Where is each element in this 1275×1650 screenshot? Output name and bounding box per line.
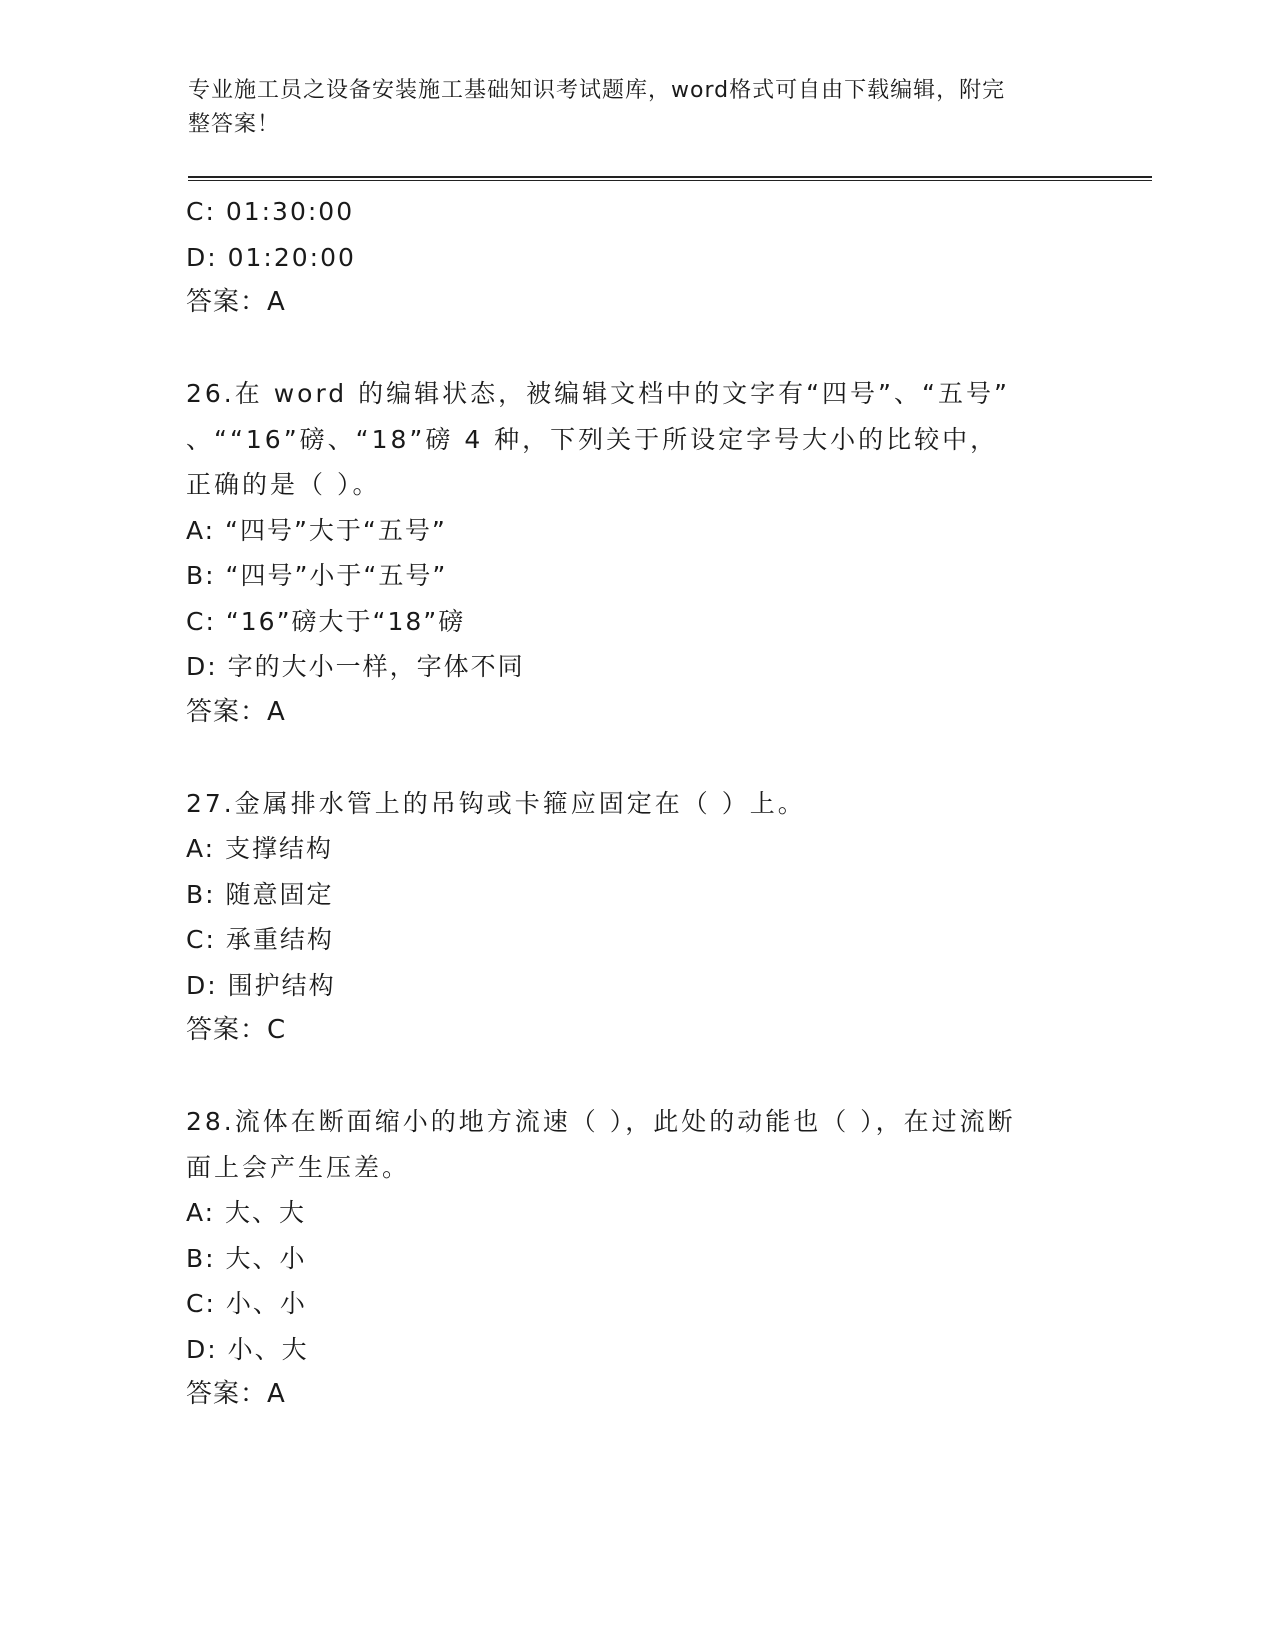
header-line-1: 专业施工员之设备安装施工基础知识考试题库，word格式可自由下载编辑，附完 bbox=[188, 78, 1006, 103]
question-block-25 bbox=[186, 189, 1146, 326]
option-a: A: 支撑结构 bbox=[186, 834, 334, 863]
header-line-2: 整答案！ bbox=[188, 112, 281, 137]
question-list bbox=[186, 189, 1146, 1418]
answer-label: 答案：A bbox=[186, 696, 286, 727]
answer-label: 答案：C bbox=[186, 1015, 287, 1045]
option-d: D: 01:20:00 bbox=[186, 242, 356, 272]
question-text-line: 28.流体在断面缩小的地方流速（ ），此处的动能也（ ），在过流断 bbox=[186, 1107, 1016, 1136]
answer-label: 答案：A bbox=[186, 1379, 286, 1409]
question-block-28 bbox=[186, 1099, 1146, 1418]
option-b: B: 大、小 bbox=[186, 1243, 307, 1273]
question-block-27 bbox=[186, 781, 1146, 1054]
option-c: C: 承重结构 bbox=[186, 925, 334, 954]
option-b: B: 随意固定 bbox=[186, 879, 334, 909]
option-d: D: 围护结构 bbox=[186, 970, 336, 1000]
option-d: D: 小、大 bbox=[186, 1334, 309, 1364]
option-c: C: 小、小 bbox=[186, 1289, 307, 1318]
option-c: C: 01:30:00 bbox=[186, 197, 355, 226]
question-text-line: 26.在 word 的编辑状态，被编辑文档中的文字有“四号”、“五号” bbox=[186, 379, 1010, 408]
option-b: B: “四号”小于“五号” bbox=[186, 561, 448, 590]
question-text-line: 27.金属排水管上的吊钩或卡箍应固定在（ ）上。 bbox=[186, 788, 806, 818]
spacer bbox=[186, 1054, 1146, 1100]
question-text-line: 、““16”磅、“18”磅 4 种，下列关于所设定字号大小的比较中， bbox=[186, 424, 999, 454]
option-a: A: “四号”大于“五号” bbox=[186, 515, 447, 545]
spacer bbox=[186, 735, 1146, 781]
spacer bbox=[186, 326, 1146, 372]
question-block-26 bbox=[186, 371, 1146, 735]
question-text-line: 面上会产生压差。 bbox=[186, 1152, 411, 1182]
option-a: A: 大、大 bbox=[186, 1198, 307, 1227]
answer-label: 答案：A bbox=[186, 287, 286, 317]
document-header bbox=[188, 74, 1088, 142]
header-divider bbox=[188, 176, 1152, 181]
option-d: D: 字的大小一样，字体不同 bbox=[186, 652, 525, 681]
option-c: C: “16”磅大于“18”磅 bbox=[186, 606, 466, 636]
question-text-line: 正确的是（ ）。 bbox=[186, 470, 381, 499]
